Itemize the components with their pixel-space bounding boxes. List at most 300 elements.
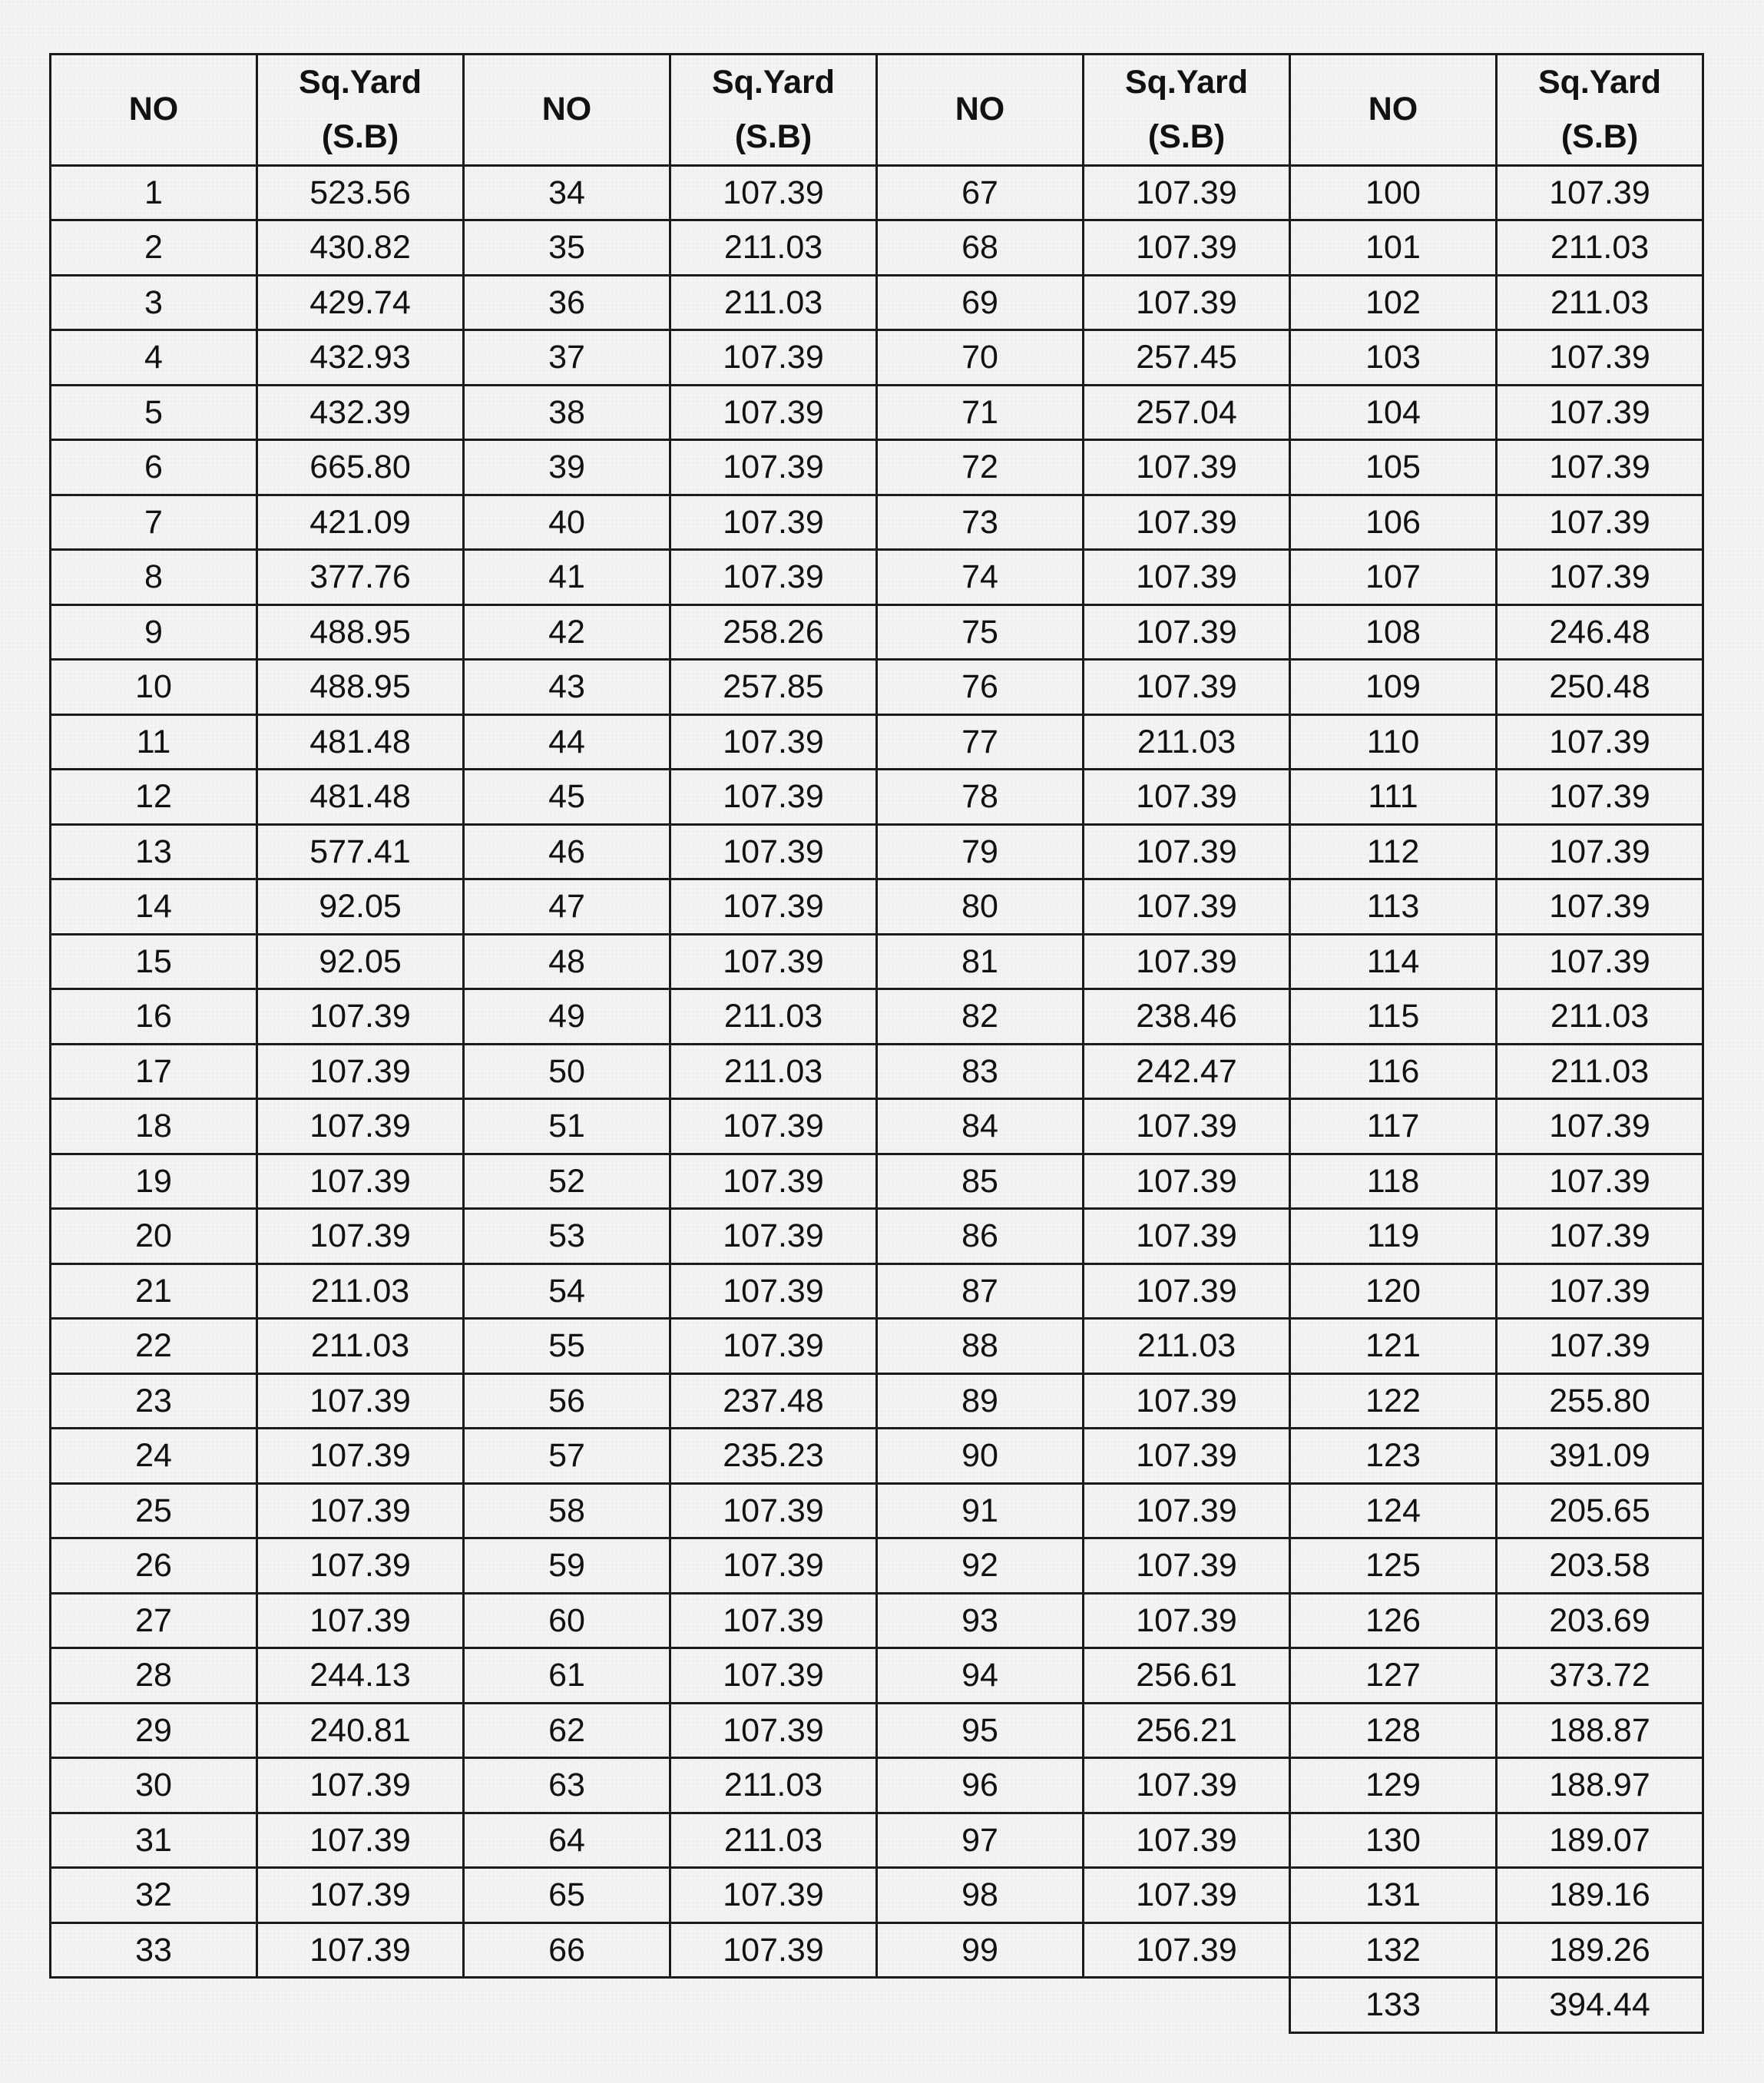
plot-no-cell: 121 [1290,1319,1497,1374]
plot-no-cell: 75 [877,604,1084,660]
plot-sqyard-cell: 107.39 [1497,385,1703,440]
plot-no-cell: 57 [464,1429,670,1484]
table-row [51,1648,1703,1704]
plot-no-cell: 50 [464,1044,670,1099]
plot-sqyard-cell: 107.39 [1497,1209,1703,1264]
plot-no-cell: 28 [51,1648,257,1704]
plot-no-cell: 132 [1290,1922,1497,1978]
plot-no-cell: 5 [51,385,257,440]
plot-no-cell: 51 [464,1099,670,1154]
plot-no-cell: 122 [1290,1373,1497,1429]
plot-no-cell: 43 [464,660,670,715]
plot-sqyard-cell: 107.39 [1497,495,1703,550]
table-row [51,1319,1703,1374]
plot-sqyard-cell: 107.39 [1497,714,1703,770]
plot-no-cell: 101 [1290,220,1497,276]
plot-no-cell: 100 [1290,165,1497,220]
plot-sqyard-cell: 92.05 [257,879,464,935]
header-sqyard-2 [670,55,877,166]
plot-no-cell: 58 [464,1483,670,1538]
table-row [51,330,1703,386]
table-row [51,440,1703,495]
plot-sqyard-cell: 523.56 [257,165,464,220]
plot-sqyard-cell: 211.03 [1497,989,1703,1045]
plot-sqyard-cell: 107.39 [1084,220,1290,276]
plot-no-cell: 70 [877,330,1084,386]
plot-sqyard-cell: 107.39 [670,1319,877,1374]
plot-sqyard-cell: 107.39 [1084,1813,1290,1868]
plot-no-cell: 91 [877,1483,1084,1538]
plot-no-cell: 123 [1290,1429,1497,1484]
plot-sqyard-cell: 257.45 [1084,330,1290,386]
plot-sqyard-cell: 211.03 [670,220,877,276]
plot-no-cell: 53 [464,1209,670,1264]
table-row [51,220,1703,276]
plot-sqyard-cell: 107.39 [1084,879,1290,935]
plot-no-cell: 76 [877,660,1084,715]
plot-sqyard-cell: 107.39 [670,385,877,440]
table-row [51,934,1703,989]
plot-sqyard-cell: 107.39 [670,550,877,605]
plot-sqyard-cell: 107.39 [257,1099,464,1154]
table-body [51,165,1703,2032]
plot-sqyard-cell: 432.39 [257,385,464,440]
plot-no-cell: 109 [1290,660,1497,715]
plot-no-cell: 85 [877,1154,1084,1209]
plot-sqyard-cell: 188.87 [1497,1703,1703,1758]
plot-sqyard-cell: 107.39 [670,1154,877,1209]
plot-no-cell: 63 [464,1758,670,1813]
plot-sqyard-cell: 107.39 [1497,1099,1703,1154]
plot-sqyard-cell: 211.03 [1497,220,1703,276]
table-row [51,604,1703,660]
plot-no-cell: 22 [51,1319,257,1374]
plot-no-cell: 62 [464,1703,670,1758]
header-sqyard-label: Sq.Yard [298,64,422,101]
plot-sqyard-cell: 107.39 [1084,1263,1290,1319]
plot-sqyard-cell: 107.39 [1497,550,1703,605]
plot-sqyard-cell: 246.48 [1497,604,1703,660]
plot-no-cell: 133 [1290,1978,1497,2033]
plot-no-cell: 12 [51,770,257,825]
plot-sqyard-cell: 203.58 [1497,1538,1703,1594]
plot-sqyard-cell: 257.04 [1084,385,1290,440]
plot-no-cell: 102 [1290,275,1497,330]
plot-no-cell: 107 [1290,550,1497,605]
plot-sqyard-cell: 107.39 [257,1813,464,1868]
plot-sqyard-cell: 107.39 [257,1154,464,1209]
plot-sqyard-cell: 107.39 [1084,1373,1290,1429]
table-row [51,1483,1703,1538]
plot-sqyard-cell: 211.03 [670,989,877,1045]
plot-sqyard-cell: 107.39 [1084,770,1290,825]
plot-sqyard-cell: 107.39 [1084,1922,1290,1978]
plot-sqyard-cell: 211.03 [1084,1319,1290,1374]
plot-no-cell: 71 [877,385,1084,440]
plot-no-cell: 73 [877,495,1084,550]
table-row [51,1593,1703,1648]
table-row [51,1263,1703,1319]
plot-no-cell: 96 [877,1758,1084,1813]
plot-no-cell: 83 [877,1044,1084,1099]
table-row [51,1978,1703,2033]
plot-no-cell: 21 [51,1263,257,1319]
plot-sqyard-cell: 242.47 [1084,1044,1290,1099]
plot-sqyard-cell: 107.39 [257,1044,464,1099]
plot-no-cell: 87 [877,1263,1084,1319]
plot-sqyard-cell: 107.39 [670,330,877,386]
plot-no-cell: 97 [877,1813,1084,1868]
plot-sqyard-cell: 211.03 [670,1758,877,1813]
plot-sqyard-cell: 107.39 [257,1868,464,1923]
plot-no-cell: 119 [1290,1209,1497,1264]
empty-cell [464,1978,670,2033]
plot-no-cell: 99 [877,1922,1084,1978]
plot-no-cell: 15 [51,934,257,989]
plot-sqyard-cell: 107.39 [257,1483,464,1538]
plot-no-cell: 94 [877,1648,1084,1704]
table-row [51,714,1703,770]
plot-no-cell: 103 [1290,330,1497,386]
plot-sqyard-cell: 107.39 [1497,1154,1703,1209]
plot-no-cell: 23 [51,1373,257,1429]
plot-no-cell: 129 [1290,1758,1497,1813]
plot-no-cell: 36 [464,275,670,330]
empty-cell [670,1978,877,2033]
plot-sqyard-cell: 211.03 [670,1813,877,1868]
header-sqyard-4 [1497,55,1703,166]
header-sqyard-unit: (S.B) [1560,118,1639,155]
plot-sqyard-cell: 211.03 [1497,1044,1703,1099]
header-sqyard-unit: (S.B) [734,118,812,155]
plot-no-cell: 112 [1290,824,1497,879]
plot-no-cell: 56 [464,1373,670,1429]
plot-sqyard-cell: 377.76 [257,550,464,605]
plot-no-cell: 126 [1290,1593,1497,1648]
plot-sqyard-cell: 107.39 [670,440,877,495]
plot-sqyard-cell: 107.39 [670,495,877,550]
plot-no-cell: 115 [1290,989,1497,1045]
plot-area-table [49,53,1704,2034]
plot-sqyard-cell: 107.39 [670,1099,877,1154]
plot-sqyard-cell: 107.39 [1497,824,1703,879]
plot-no-cell: 8 [51,550,257,605]
plot-sqyard-cell: 107.39 [670,165,877,220]
plot-no-cell: 93 [877,1593,1084,1648]
plot-sqyard-cell: 577.41 [257,824,464,879]
plot-sqyard-cell: 211.03 [257,1319,464,1374]
plot-sqyard-cell: 107.39 [1497,440,1703,495]
plot-sqyard-cell: 107.39 [1497,879,1703,935]
plot-no-cell: 59 [464,1538,670,1594]
plot-sqyard-cell: 92.05 [257,934,464,989]
plot-sqyard-cell: 257.85 [670,660,877,715]
table-row [51,824,1703,879]
header-sqyard-unit: (S.B) [321,118,399,155]
plot-no-cell: 41 [464,550,670,605]
plot-no-cell: 90 [877,1429,1084,1484]
plot-sqyard-cell: 107.39 [1497,1319,1703,1374]
plot-no-cell: 84 [877,1099,1084,1154]
table-row [51,1429,1703,1484]
plot-sqyard-cell: 237.48 [670,1373,877,1429]
table-row [51,879,1703,935]
plot-no-cell: 27 [51,1593,257,1648]
plot-sqyard-cell: 107.39 [670,1263,877,1319]
header-sqyard-label: Sq.Yard [711,64,836,101]
table-row [51,1703,1703,1758]
table-row [51,495,1703,550]
plot-sqyard-cell: 107.39 [1084,550,1290,605]
plot-sqyard-cell: 255.80 [1497,1373,1703,1429]
plot-no-cell: 55 [464,1319,670,1374]
plot-no-cell: 86 [877,1209,1084,1264]
plot-no-cell: 110 [1290,714,1497,770]
plot-no-cell: 111 [1290,770,1497,825]
plot-sqyard-cell: 107.39 [257,989,464,1045]
table-row [51,1538,1703,1594]
plot-no-cell: 127 [1290,1648,1497,1704]
table-row [51,165,1703,220]
plot-sqyard-cell: 107.39 [670,1483,877,1538]
plot-sqyard-cell: 240.81 [257,1703,464,1758]
table-row [51,1154,1703,1209]
plot-no-cell: 98 [877,1868,1084,1923]
plot-no-cell: 49 [464,989,670,1045]
plot-sqyard-cell: 107.39 [1084,495,1290,550]
plot-sqyard-cell: 107.39 [257,1429,464,1484]
plot-no-cell: 10 [51,660,257,715]
empty-cell [51,1978,257,2033]
plot-sqyard-cell: 107.39 [670,879,877,935]
table-row [51,660,1703,715]
plot-sqyard-cell: 211.03 [670,275,877,330]
table-row [51,275,1703,330]
plot-sqyard-cell: 211.03 [1497,275,1703,330]
plot-sqyard-cell: 107.39 [1084,165,1290,220]
plot-no-cell: 117 [1290,1099,1497,1154]
plot-no-cell: 33 [51,1922,257,1978]
plot-no-cell: 14 [51,879,257,935]
plot-no-cell: 114 [1290,934,1497,989]
plot-no-cell: 34 [464,165,670,220]
plot-sqyard-cell: 107.39 [1084,824,1290,879]
plot-no-cell: 44 [464,714,670,770]
plot-sqyard-cell: 107.39 [1084,1868,1290,1923]
plot-sqyard-cell: 107.39 [670,1209,877,1264]
plot-sqyard-cell: 189.16 [1497,1868,1703,1923]
plot-sqyard-cell: 256.61 [1084,1648,1290,1704]
plot-no-cell: 92 [877,1538,1084,1594]
plot-sqyard-cell: 107.39 [670,1922,877,1978]
plot-sqyard-cell: 189.07 [1497,1813,1703,1868]
table-row [51,1922,1703,1978]
header-sqyard-unit: (S.B) [1147,118,1226,155]
plot-no-cell: 68 [877,220,1084,276]
plot-no-cell: 24 [51,1429,257,1484]
plot-no-cell: 31 [51,1813,257,1868]
plot-sqyard-cell: 107.39 [257,1922,464,1978]
plot-no-cell: 38 [464,385,670,440]
plot-sqyard-cell: 107.39 [1084,604,1290,660]
plot-no-cell: 77 [877,714,1084,770]
plot-no-cell: 42 [464,604,670,660]
plot-sqyard-cell: 189.26 [1497,1922,1703,1978]
table-row [51,1209,1703,1264]
plot-sqyard-cell: 107.39 [670,714,877,770]
plot-sqyard-cell: 107.39 [1497,330,1703,386]
plot-no-cell: 35 [464,220,670,276]
plot-no-cell: 125 [1290,1538,1497,1594]
plot-sqyard-cell: 107.39 [257,1373,464,1429]
plot-no-cell: 7 [51,495,257,550]
plot-no-cell: 30 [51,1758,257,1813]
empty-cell [1084,1978,1290,2033]
plot-no-cell: 124 [1290,1483,1497,1538]
plot-no-cell: 2 [51,220,257,276]
plot-sqyard-cell: 203.69 [1497,1593,1703,1648]
plot-sqyard-cell: 107.39 [670,1868,877,1923]
plot-no-cell: 19 [51,1154,257,1209]
plot-sqyard-cell: 665.80 [257,440,464,495]
plot-no-cell: 113 [1290,879,1497,935]
plot-no-cell: 45 [464,770,670,825]
header-sqyard-3 [1084,55,1290,166]
plot-no-cell: 89 [877,1373,1084,1429]
table-row [51,1868,1703,1923]
plot-sqyard-cell: 429.74 [257,275,464,330]
plot-no-cell: 74 [877,550,1084,605]
plot-no-cell: 13 [51,824,257,879]
plot-no-cell: 48 [464,934,670,989]
plot-sqyard-cell: 430.82 [257,220,464,276]
plot-sqyard-cell: 107.39 [257,1593,464,1648]
plot-sqyard-cell: 107.39 [1084,275,1290,330]
plot-sqyard-cell: 421.09 [257,495,464,550]
table-row [51,385,1703,440]
plot-sqyard-cell: 238.46 [1084,989,1290,1045]
plot-sqyard-cell: 256.21 [1084,1703,1290,1758]
empty-cell [257,1978,464,2033]
plot-no-cell: 64 [464,1813,670,1868]
plot-no-cell: 1 [51,165,257,220]
plot-sqyard-cell: 107.39 [257,1538,464,1594]
plot-sqyard-cell: 481.48 [257,770,464,825]
plot-sqyard-cell: 107.39 [1497,165,1703,220]
table-row [51,770,1703,825]
plot-no-cell: 82 [877,989,1084,1045]
plot-sqyard-cell: 488.95 [257,660,464,715]
table-row [51,1813,1703,1868]
plot-sqyard-cell: 211.03 [257,1263,464,1319]
plot-sqyard-cell: 432.93 [257,330,464,386]
plot-sqyard-cell: 205.65 [1497,1483,1703,1538]
plot-sqyard-cell: 250.48 [1497,660,1703,715]
header-no-4: NO [1290,55,1497,166]
plot-sqyard-cell: 394.44 [1497,1978,1703,2033]
plot-no-cell: 9 [51,604,257,660]
plot-sqyard-cell: 107.39 [670,934,877,989]
plot-sqyard-cell: 107.39 [1084,440,1290,495]
plot-sqyard-cell: 107.39 [670,1648,877,1704]
plot-sqyard-cell: 107.39 [1497,934,1703,989]
plot-no-cell: 104 [1290,385,1497,440]
plot-no-cell: 16 [51,989,257,1045]
plot-no-cell: 39 [464,440,670,495]
plot-sqyard-cell: 107.39 [1084,1483,1290,1538]
plot-no-cell: 20 [51,1209,257,1264]
plot-no-cell: 69 [877,275,1084,330]
plot-no-cell: 40 [464,495,670,550]
plot-sqyard-cell: 107.39 [1084,1099,1290,1154]
plot-no-cell: 6 [51,440,257,495]
header-row [51,55,1703,166]
plot-no-cell: 11 [51,714,257,770]
plot-no-cell: 105 [1290,440,1497,495]
table-row [51,1758,1703,1813]
plot-sqyard-cell: 258.26 [670,604,877,660]
plot-sqyard-cell: 107.39 [670,770,877,825]
plot-no-cell: 18 [51,1099,257,1154]
plot-no-cell: 29 [51,1703,257,1758]
plot-sqyard-cell: 481.48 [257,714,464,770]
plot-sqyard-cell: 188.97 [1497,1758,1703,1813]
plot-no-cell: 79 [877,824,1084,879]
plot-no-cell: 67 [877,165,1084,220]
header-no-2: NO [464,55,670,166]
plot-sqyard-cell: 488.95 [257,604,464,660]
plot-sqyard-cell: 107.39 [1497,1263,1703,1319]
plot-no-cell: 118 [1290,1154,1497,1209]
table-row [51,989,1703,1045]
plot-sqyard-cell: 235.23 [670,1429,877,1484]
plot-no-cell: 47 [464,879,670,935]
plot-no-cell: 61 [464,1648,670,1704]
plot-sqyard-cell: 107.39 [1084,1209,1290,1264]
plot-no-cell: 72 [877,440,1084,495]
plot-sqyard-cell: 107.39 [1084,1154,1290,1209]
plot-no-cell: 120 [1290,1263,1497,1319]
plot-sqyard-cell: 107.39 [1084,1593,1290,1648]
plot-no-cell: 54 [464,1263,670,1319]
plot-no-cell: 52 [464,1154,670,1209]
plot-no-cell: 25 [51,1483,257,1538]
empty-cell [877,1978,1084,2033]
plot-no-cell: 60 [464,1593,670,1648]
plot-sqyard-cell: 211.03 [1084,714,1290,770]
plot-no-cell: 131 [1290,1868,1497,1923]
plot-no-cell: 106 [1290,495,1497,550]
plot-no-cell: 78 [877,770,1084,825]
plot-sqyard-cell: 107.39 [670,1538,877,1594]
plot-no-cell: 66 [464,1922,670,1978]
plot-sqyard-cell: 107.39 [1084,1538,1290,1594]
table-row [51,1373,1703,1429]
table-row [51,1099,1703,1154]
plot-sqyard-cell: 107.39 [1497,770,1703,825]
plot-no-cell: 3 [51,275,257,330]
plot-sqyard-cell: 107.39 [1084,660,1290,715]
plot-sqyard-cell: 211.03 [670,1044,877,1099]
table-row [51,1044,1703,1099]
plot-sqyard-cell: 107.39 [670,1593,877,1648]
plot-no-cell: 128 [1290,1703,1497,1758]
plot-sqyard-cell: 107.39 [257,1758,464,1813]
plot-no-cell: 80 [877,879,1084,935]
plot-sqyard-cell: 107.39 [257,1209,464,1264]
plot-no-cell: 81 [877,934,1084,989]
plot-no-cell: 32 [51,1868,257,1923]
